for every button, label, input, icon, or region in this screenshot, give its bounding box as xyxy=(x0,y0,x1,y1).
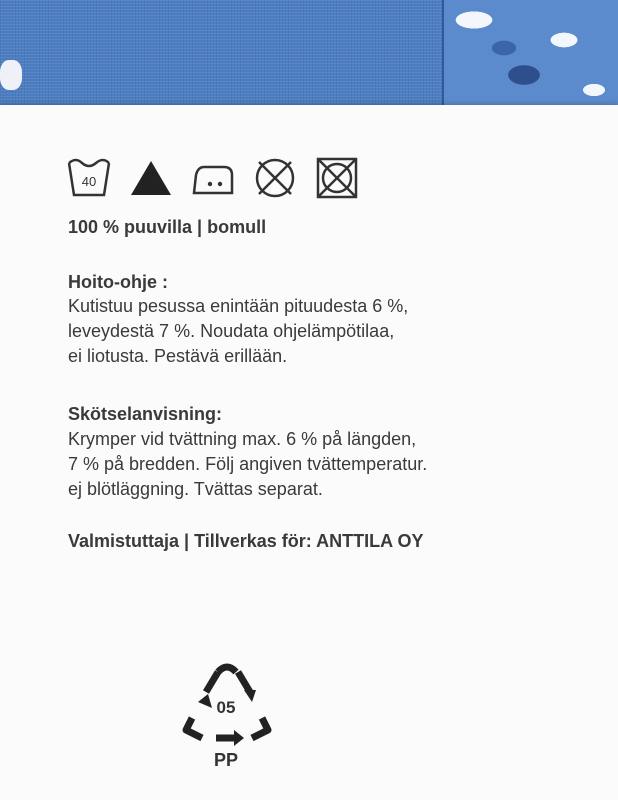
sv-care-heading: Skötselanvisning: xyxy=(68,404,223,424)
sv-care-line: ej blötläggning. Tvättas separat. xyxy=(68,479,323,499)
no-tumble-dry-icon xyxy=(252,155,298,201)
fabric-print-panel xyxy=(442,0,618,112)
sv-care-instructions xyxy=(68,427,427,502)
fi-care-instructions xyxy=(68,294,408,369)
care-symbols xyxy=(66,155,360,201)
fi-care-line: ei liotusta. Pestävä erillään. xyxy=(68,346,288,366)
wash-temperature: 40 xyxy=(81,174,97,189)
fi-care-line: leveydestä 7 %. Noudata ohjelämpötilaa, xyxy=(68,321,395,341)
fabric-background xyxy=(0,0,618,112)
iron-two-dots-icon xyxy=(190,155,236,201)
recycling-material: PP xyxy=(213,750,238,770)
material-composition: 100 % puuvilla | bomull xyxy=(68,217,267,237)
sv-care-line: Krymper vid tvättning max. 6 % på längden, xyxy=(68,429,417,449)
sv-care-line: 7 % på bredden. Följ angiven tvättemperatur. xyxy=(68,454,428,474)
manufacturer: Valmistuttaja | Tillverkas för: ANTTILA OY xyxy=(68,531,424,551)
fi-care-heading: Hoito-ohje : xyxy=(68,272,168,292)
fi-care-line: Kutistuu pesussa enintään pituudesta 6 %, xyxy=(68,296,409,316)
recycling-code: 05 xyxy=(216,698,236,717)
fabric-pattern xyxy=(0,60,22,90)
bleach-allowed-icon xyxy=(128,155,174,201)
wash-40-icon xyxy=(66,155,112,201)
no-dry-clean-icon xyxy=(314,155,360,201)
